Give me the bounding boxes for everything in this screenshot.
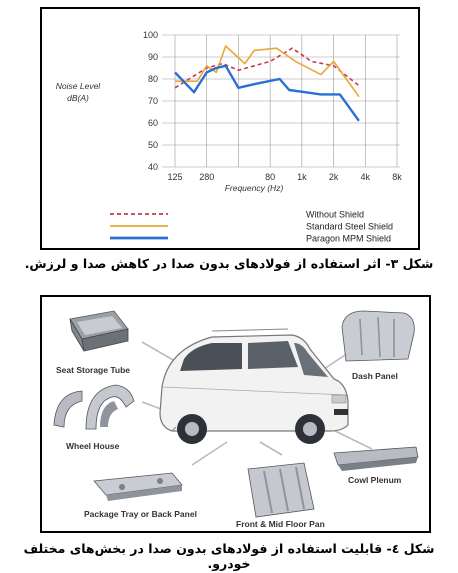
legend-entry: Without Shield [306,209,365,220]
wheel-house-part [54,385,134,429]
series-line-paragon-mpm-shield [175,66,359,121]
label-seat-storage-tube: Seat Storage Tube [56,365,130,375]
y-tick-label: 80 [147,74,158,84]
figure-3-caption: شكل ٣- اثر استفاده از فولادهاى بدون صدا در كاهش صدا و لرزش. [24,256,434,271]
label-front-mid-floor-pan: Front & Mid Floor Pan [236,519,325,529]
x-tick-label: 80 [265,172,276,182]
front-mid-floor-pan-part [248,463,314,517]
y-tick-label: 50 [147,140,158,150]
x-tick-label: 8k [392,172,402,182]
label-cowl-plenum: Cowl Plenum [348,475,402,485]
x-axis-label: Frequency (Hz) [224,183,284,193]
package-tray-part [94,473,182,501]
x-tick-label: 280 [199,172,215,182]
y-axis-label-line2: dB(A) [67,93,89,103]
chart-legend [110,210,393,244]
y-tick-label: 70 [147,96,158,106]
dash-panel-part [342,311,414,361]
figure-4-car-parts [40,295,431,533]
figure-4-caption: شكل ٤- قابليت استفاده از فولادهاى بدون صدا در بخش‌هاى مختلف خودرو. [23,541,435,571]
figure-3-noise-chart [40,7,420,250]
x-tick-label: 4k [360,172,371,182]
y-tick-label: 90 [147,52,158,62]
x-tick-label: 125 [167,172,183,182]
x-tick-label: 1k [297,172,307,182]
label-dash-panel: Dash Panel [352,371,398,381]
y-axis-label-line1: Noise Level [55,81,101,91]
noise-level-chart [42,9,418,248]
seat-storage-tube-part [70,311,128,351]
cowl-plenum-part [334,447,418,471]
series-line-standard-steel-shield [175,46,359,97]
y-tick-label: 100 [142,30,158,40]
legend-entry: Standard Steel Shield [306,221,394,232]
y-tick-label: 40 [147,162,158,172]
label-package-tray: Package Tray or Back Panel [84,509,197,519]
label-wheel-house: Wheel House [66,441,120,451]
car-parts-illustration [42,297,429,531]
minivan-illustration [160,329,348,444]
legend-entry: Paragon MPM Shield [306,233,392,244]
x-tick-label: 2k [328,172,339,182]
y-tick-label: 60 [147,118,158,128]
